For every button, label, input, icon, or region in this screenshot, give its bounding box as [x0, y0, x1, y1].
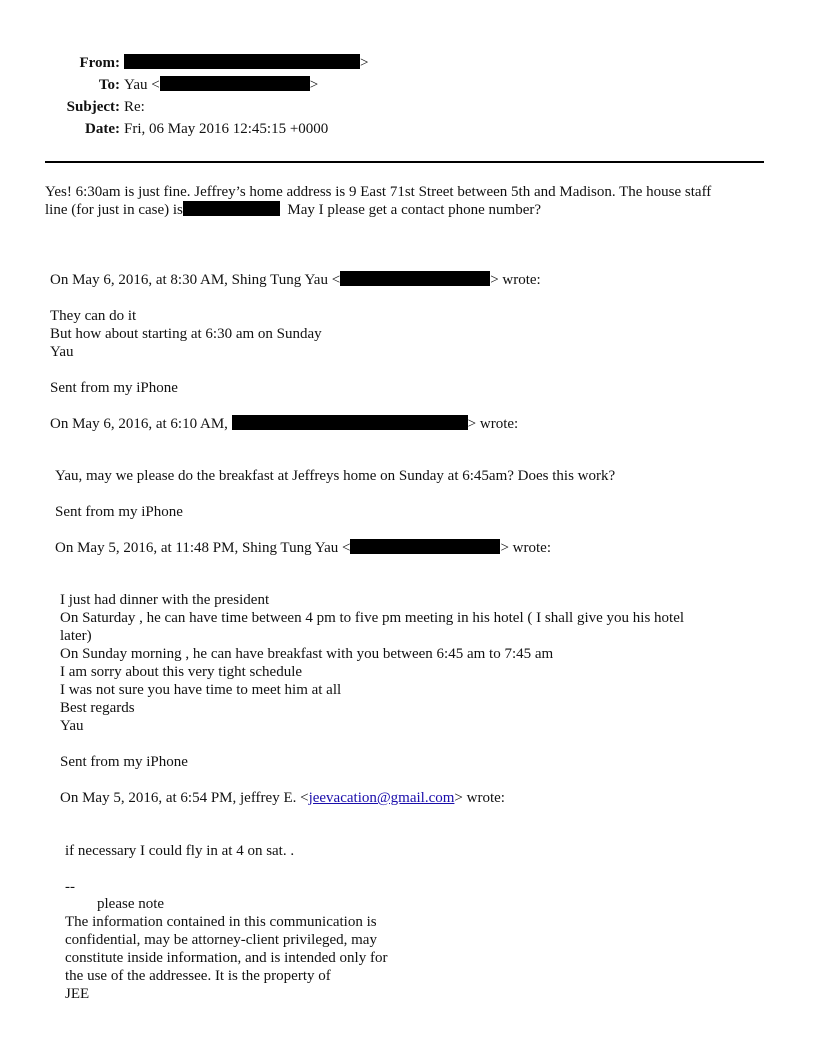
redaction-box [124, 54, 360, 69]
quote-1-body [50, 307, 322, 361]
quote-1-line: Yau [50, 344, 74, 360]
redaction-box [183, 201, 280, 216]
quote-3-line: I was not sure you have time to meet him at all [60, 682, 342, 698]
quote-1-header-suffix: > wrote: [490, 272, 541, 288]
quote-4-header [60, 789, 505, 807]
quote-1-signature: Sent from my iPhone [50, 380, 178, 396]
redaction-box [160, 76, 310, 91]
subject-label: Subject: [66, 99, 120, 115]
quote-3-line: I am sorry about this very tight schedule [60, 664, 303, 680]
date-value: Fri, 06 May 2016 12:45:15 +0000 [124, 121, 329, 137]
date-row [0, 120, 700, 140]
from-suffix: > [360, 55, 369, 71]
message-body-line-2-suffix: May I please get a contact phone number? [287, 202, 542, 218]
to-value [124, 76, 318, 94]
to-name: Yau < [124, 77, 160, 93]
disclaimer-line: The information contained in this communication is [65, 914, 377, 930]
quote-1-header-prefix: On May 6, 2016, at 8:30 AM, Shing Tung Yau < [50, 272, 341, 288]
quote-3-header [55, 539, 551, 557]
quote-2-signature: Sent from my iPhone [55, 504, 183, 520]
quote-2-header-prefix: On May 6, 2016, at 6:10 AM, [50, 416, 228, 432]
email-link[interactable]: jeevacation@gmail.com [308, 790, 455, 806]
date-label: Date: [85, 121, 120, 137]
message-body-line-1: Yes! 6:30am is just fine. Jeffrey’s home address is 9 East 71st Street between 5th and Madison. The house staff [45, 184, 712, 200]
quote-4-body: if necessary I could fly in at 4 on sat. . [65, 843, 295, 859]
quote-3-signature: Sent from my iPhone [60, 754, 188, 770]
quote-3-line: I just had dinner with the president [60, 592, 270, 608]
redaction-box [350, 539, 500, 554]
quote-3-line: later) [60, 628, 92, 644]
quote-1-header [50, 271, 541, 289]
disclaimer-line: confidential, may be attorney-client privileged, may [65, 932, 377, 948]
quote-3-line: Yau [60, 718, 84, 734]
quote-2-body: Yau, may we please do the breakfast at Jeffreys home on Sunday at 6:45am? Does this work? [55, 468, 616, 484]
quote-3-line: On Saturday , he can have time between 4 pm to five pm meeting in his hotel ( I shall give you his hotel [60, 610, 685, 626]
redaction-box [232, 415, 468, 430]
disclaimer-line: the use of the addressee. It is the property of [65, 968, 331, 984]
subject-value: Re: [124, 99, 145, 115]
subject-row [0, 98, 700, 118]
disclaimer-line: JEE [65, 986, 90, 1002]
disclaimer [65, 913, 387, 1003]
from-row [0, 54, 700, 74]
quote-2-header [50, 415, 518, 433]
message-body-line-2 [45, 201, 541, 219]
quote-3-header-suffix: > wrote: [500, 540, 551, 556]
header-divider [45, 161, 764, 163]
from-value [124, 54, 368, 72]
to-label: To: [98, 77, 120, 93]
to-suffix: > [309, 77, 319, 93]
quote-1-line: But how about starting at 6:30 am on Sunday [50, 326, 322, 342]
redaction-box [340, 271, 490, 286]
quote-4-header-prefix: On May 5, 2016, at 6:54 PM, jeffrey E. < [60, 790, 309, 806]
quote-3-header-prefix: On May 5, 2016, at 11:48 PM, Shing Tung Yau < [55, 540, 351, 556]
quote-3-body [60, 591, 684, 735]
quote-3-line: On Sunday morning , he can have breakfast with you between 6:45 am to 7:45 am [60, 646, 554, 662]
please-note: please note [97, 896, 165, 912]
disclaimer-line: constitute inside information, and is intended only for [65, 950, 388, 966]
quote-3-line: Best regards [60, 700, 135, 716]
to-row [0, 76, 700, 96]
signature-separator: -- [65, 879, 75, 895]
from-label: From: [79, 55, 120, 71]
quote-1-line: They can do it [50, 308, 137, 324]
quote-4-header-suffix: > wrote: [454, 790, 505, 806]
quote-2-header-suffix: > wrote: [467, 416, 519, 432]
message-body-line-2-prefix: line (for just in case) is [45, 202, 183, 218]
